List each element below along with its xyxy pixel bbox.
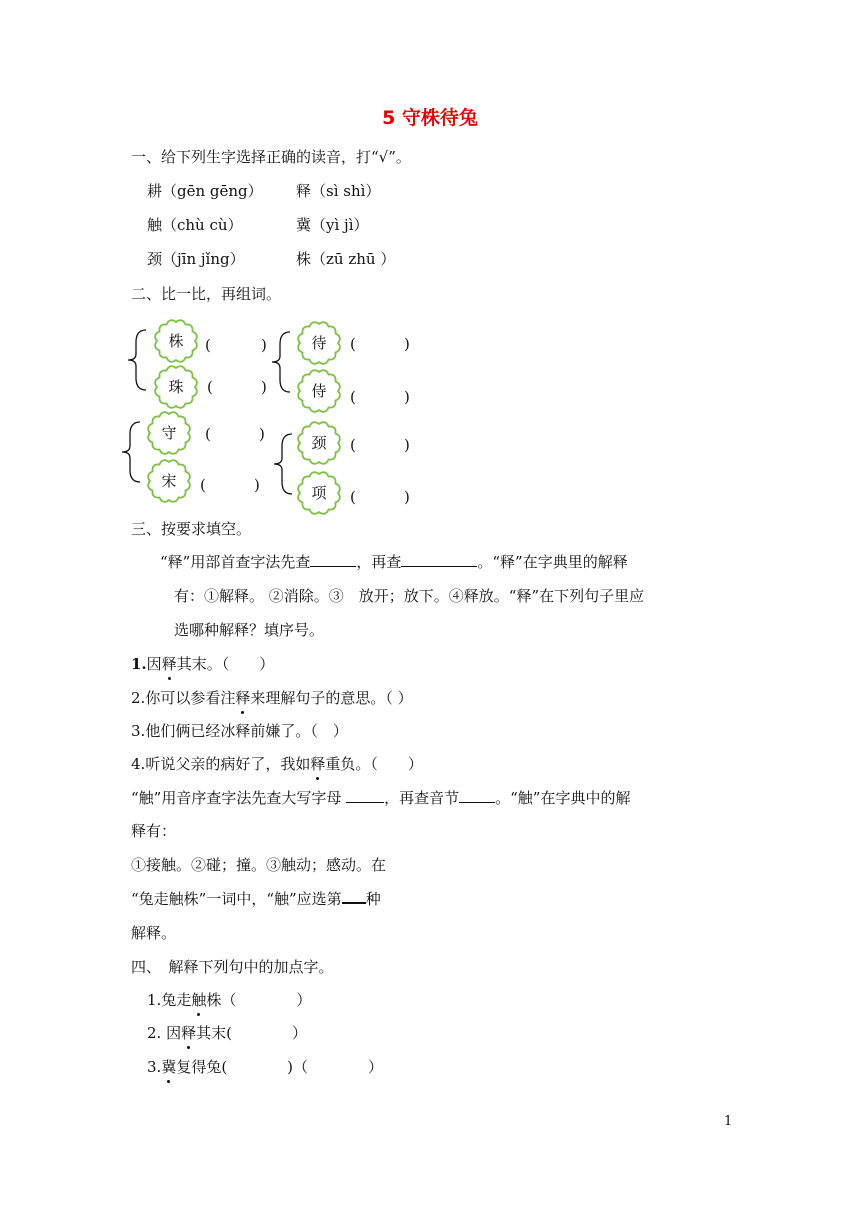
list-item: 2.你可以参看注释来理解句子的意思。（ ） [131,689,413,707]
dotted-char: 释 [310,755,326,773]
question-line: 释有： [131,822,177,840]
flower-char-box [146,458,192,504]
paren-open: ( [350,436,356,454]
char: 宋 [161,472,177,490]
flower-char-box [153,318,199,364]
char: 守 [161,424,177,442]
pinyin-item: 释（sì shì） [296,182,381,200]
pinyin-item: 耕（gēn gēng） [147,182,263,200]
flower-char-box [296,368,342,414]
paren-close: ) [261,336,267,354]
question-line: ①接触。②碰；撞。③触动；感动。在 [131,856,387,874]
char: 待 [311,334,327,352]
paren-open: ( [200,476,206,494]
brace-icon [270,432,296,496]
paren-open: ( [205,425,211,443]
brace-icon [268,330,294,394]
paren-open: ( [350,488,356,506]
section3-heading: 三、按要求填空。 [131,520,252,538]
flower-char-box [296,320,342,366]
section1-heading: 一、给下列生字选择正确的读音，打“√”。 [131,148,411,166]
paren-open: ( [350,335,356,353]
paren-open: ( [207,378,213,396]
pinyin-item: 颈（jīn jǐng） [147,250,245,268]
pinyin-item: 株（zū zhū ） [296,250,396,268]
question-line: 解释。 [131,924,177,942]
page-title: 5 守株待兔 [382,107,478,129]
paren-close: ) [404,488,410,506]
dotted-char: 触 [191,991,207,1009]
answer-blank[interactable] [346,788,384,803]
question-line: “兔走触株”一词中，“触”应选第 种 [131,890,381,908]
plain-char: 释 [235,722,251,740]
question-line: “触”用音序查字法先查大写字母 ，再查音节 。“触”在字典中的解 [131,789,631,807]
section2-heading: 二、比一比，再组词。 [131,285,282,303]
flower-char-box [153,364,199,410]
list-item: 4.听说父亲的病好了，我如释重负。（ ） [131,755,423,773]
paren-open: ( [350,388,356,406]
list-item: 3.冀复得兔( )（ ） [147,1058,384,1076]
answer-blank[interactable] [310,552,356,567]
brace-icon [118,420,144,484]
paren-open: ( [205,336,211,354]
paren-close: ) [261,378,267,396]
dotted-char: 释 [235,689,251,707]
page-number: 1 [724,1114,733,1129]
dotted-char: 释 [181,1024,197,1042]
paren-close: ) [404,388,410,406]
char: 侍 [311,382,327,400]
question-line: 有：①解释。 ②消除。③ 放开；放下。④释放。“释”在下列句子里应 [174,587,645,605]
paren-close: ) [259,425,265,443]
char: 颈 [311,434,327,452]
paren-close: ) [404,335,410,353]
list-item: 3.他们俩已经冰释前嫌了。（ ） [131,722,348,740]
list-item: 2. 因释其末( ） [147,1024,307,1042]
pinyin-item: 触（chù cù） [147,216,243,234]
section4-heading: 四、 解释下列句中的加点字。 [131,958,334,976]
answer-blank[interactable] [401,552,477,567]
flower-char-box [146,410,192,456]
list-item: 1.兔走触株（ ） [147,991,312,1009]
question-line: “释”用部首查字法先查 ，再查 。“释”在字典里的解释 [160,553,628,571]
answer-blank[interactable] [342,888,366,904]
pinyin-item: 冀（yì jì） [296,216,369,234]
question-line: 选哪种解释？填序号。 [174,621,325,639]
paren-close: ) [404,436,410,454]
char: 项 [311,484,327,502]
answer-blank[interactable] [459,788,495,803]
flower-char-box [296,420,342,466]
paren-close: ) [254,476,260,494]
char: 珠 [168,378,184,396]
brace-icon [124,328,150,392]
dotted-char: 冀 [161,1058,177,1076]
dotted-char: 释 [161,655,177,673]
list-item: 1.因释其末。（ ） [131,655,275,673]
flower-char-box [296,470,342,516]
char: 株 [168,332,184,350]
